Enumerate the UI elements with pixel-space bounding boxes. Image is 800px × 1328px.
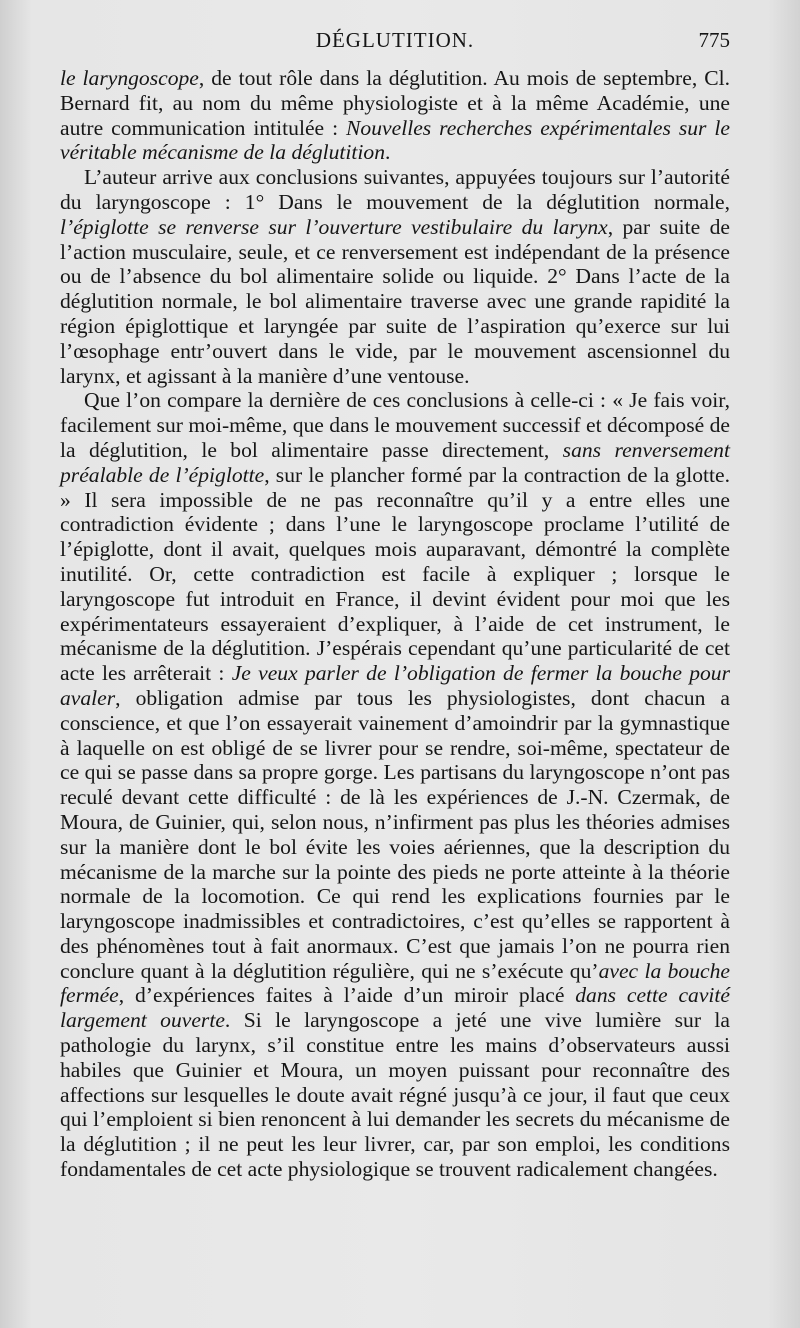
text-segment: , d’expériences faites à l’aide d’un miroir placé <box>118 983 576 1008</box>
running-title: DÉGLUTITION. <box>315 28 475 52</box>
paragraph-2 <box>60 165 730 388</box>
text-segment: l’épiglotte se renverse sur l’ouverture vestibulaire du larynx <box>60 214 608 239</box>
text-segment: Je veux parler de l’obligation de fermer la bouche pour avaler <box>60 661 730 710</box>
text-segment: . <box>385 140 391 165</box>
text-segment: Que l’on compare la dernière de ces conclusions à celle-ci : « Je fais voir, facilement sur moi-même, que dans le mouvement successif et décomposé de la déglutition, le bol alimentaire passe directement, <box>60 388 730 462</box>
paragraph-3 <box>60 388 730 1182</box>
text-segment: avec la bouche fermée <box>60 958 730 1008</box>
text-segment: , par suite de l’action musculaire, seule, et ce renversement est indépendant de la présence ou de l’absence du bol alimentaire solide ou liquide. 2° Dans l’acte de la déglutition normale, le bol alimentaire traverse avec une grande rapidité la région épiglottique et laryngée par suite de l’aspiration qu’exerce sur lui l’œsophage entr’ouvert dans le vide, par le mouvement ascensionnel du larynx, et agissant à la manière d’une ventouse. <box>60 214 730 388</box>
text-segment: sans renversement préalable de l’épiglotte <box>60 437 730 487</box>
text-segment: L’auteur arrive aux conclusions suivantes, appuyées toujours sur l’autorité du laryngoscope : 1° Dans le mouvement de la déglutition normale, <box>60 165 730 214</box>
text-segment: , sur le plancher formé par la contraction de la glotte. » Il sera impossible de ne pas reconnaître qu’il y a entre elles une contradiction évidente ; dans l’une le laryngoscope proclame l’utilité de l’épiglotte, dont il avait, quelques mois auparavant, démontré la complète inutilité. Or, cette contradiction est facile à expliquer ; lorsque le laryngoscope fut introduit en France, il devint évident pour moi que les expérimentateurs essayeraient d’expliquer, à l’aide de cet instrument, le mécanisme de la déglutition. J’espérais cependant qu’une particularité de cet acte les arrêterait : <box>60 462 731 686</box>
text-segment: . Si le laryngoscope a jeté une vive lumière sur la pathologie du larynx, s’il constitue entre les mains d’observateurs aussi habiles que Guinier et Moura, un moyen puissant pour reconnaître des affections sur lesquelles le doute avait régné jusqu’à ce jour, il faut que ceux qui l’emploient si bien renoncent à lui demander les secrets du mécanisme de la déglutition ; il ne peut les leur livrer, car, par son emploi, les conditions fondamentales de cet acte physiologique se trouvent radicalement changées. <box>60 1008 731 1182</box>
body-text <box>60 66 730 1182</box>
page-header <box>60 28 730 58</box>
text-segment: , obligation admise par tous les physiologistes, dont chacun a conscience, et que l’on essayerait vainement d’amoindrir par la gymnastique à laquelle on est obligé de se livrer pour se rendre, soi-même, spectateur de ce qui se passe dans sa propre gorge. Les partisans du laryngoscope n’ont pas reculé devant cette difficulté : de là les expériences de J.-N. Czermak, de Moura, de Guinier, qui, selon nous, n’infirment pas plus les théories admises sur la manière dont le bol évite les voies aériennes, que la description du mécanisme de la marche sur la pointe des pieds ne porte atteinte à la théorie normale de la locomotion. Ce qui rend les explications fournies par le laryngoscope inadmissibles et contradictoires, c’est qu’elles se rapportent à des phénomènes tout à fait anormaux. C’est que jamais l’on ne pourra rien conclure quant à la déglutition régulière, qui ne s’exécute qu’ <box>60 685 730 983</box>
text-segment: Nouvelles recherches expérimentales sur le véritable mécanisme de la déglutition <box>60 115 730 165</box>
text-segment: dans cette cavité largement ouverte <box>60 983 730 1033</box>
text-segment: le laryngoscope <box>60 66 199 90</box>
paragraph-1 <box>60 66 730 165</box>
text-segment: , de tout rôle dans la déglutition. Au mois de septembre, Cl. Bernard fit, au nom du même physiologiste et à la même Académie, une autre communication intitulée : <box>60 66 730 140</box>
page-number: 775 <box>698 28 730 52</box>
